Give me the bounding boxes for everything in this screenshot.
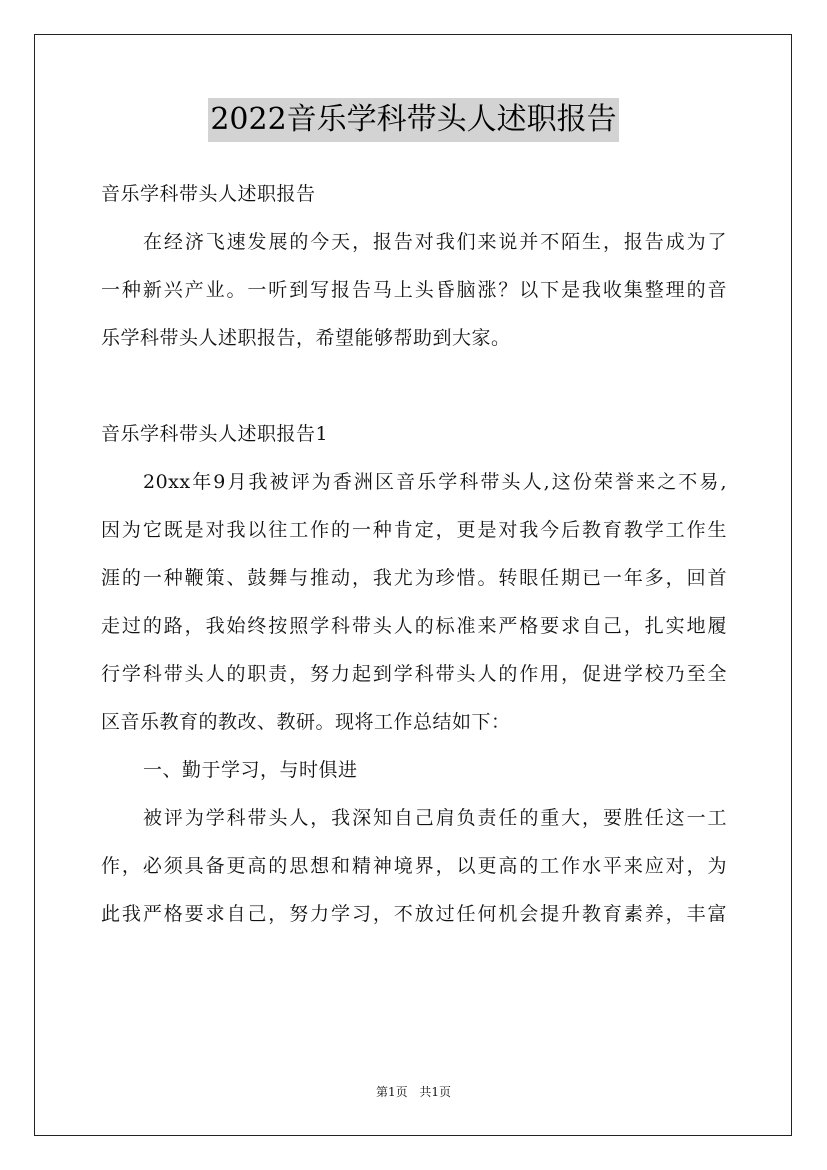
body-line-5: 行学科带头人的职责，努力起到学科带头人的作用，促进学校乃至全 <box>101 663 727 685</box>
point-line-2: 作，必须具备更高的思想和精神境界，以更高的工作水平来应对，为 <box>101 855 727 877</box>
title-container <box>0 98 827 142</box>
body-line-4: 走过的路，我始终按照学科带头人的标准来严格要求自己，扎实地履 <box>101 615 727 637</box>
page-footer <box>0 1083 827 1101</box>
body-line-3: 涯的一种鞭策、鼓舞与推动，我尤为珍惜。转眼任期已一年多，回首 <box>101 567 727 589</box>
body-line-1: 20xx年9月我被评为香洲区音乐学科带头人,这份荣誉来之不易, <box>143 471 727 493</box>
intro-line-2: 一种新兴产业。一听到写报告马上头昏脑涨？以下是我收集整理的音 <box>101 279 727 301</box>
document-title: 2022音乐学科带头人述职报告 <box>208 98 618 142</box>
document-subtitle: 音乐学科带头人述职报告 <box>101 183 316 205</box>
spacer <box>101 362 727 410</box>
point-line-1: 被评为学科带头人，我深知自己肩负责任的重大，要胜任这一工 <box>143 807 727 829</box>
body-line-6: 区音乐教育的教改、教研。现将工作总结如下： <box>101 711 511 733</box>
page-number-current: 第1页 <box>375 1085 408 1099</box>
intro-line-1: 在经济飞速发展的今天，报告对我们来说并不陌生，报告成为了 <box>143 231 727 253</box>
page-number-total: 共1页 <box>419 1085 452 1099</box>
intro-line-3: 乐学科带头人述职报告，希望能够帮助到大家。 <box>101 327 511 349</box>
section-heading: 音乐学科带头人述职报告1 <box>101 423 329 445</box>
body-line-2: 因为它既是对我以往工作的一种肯定，更是对我今后教育教学工作生 <box>101 519 727 541</box>
point-heading: 一、勤于学习，与时俱进 <box>143 759 358 781</box>
document-body <box>101 170 727 938</box>
point-line-3: 此我严格要求自己，努力学习，不放过任何机会提升教育素养，丰富 <box>101 903 727 925</box>
